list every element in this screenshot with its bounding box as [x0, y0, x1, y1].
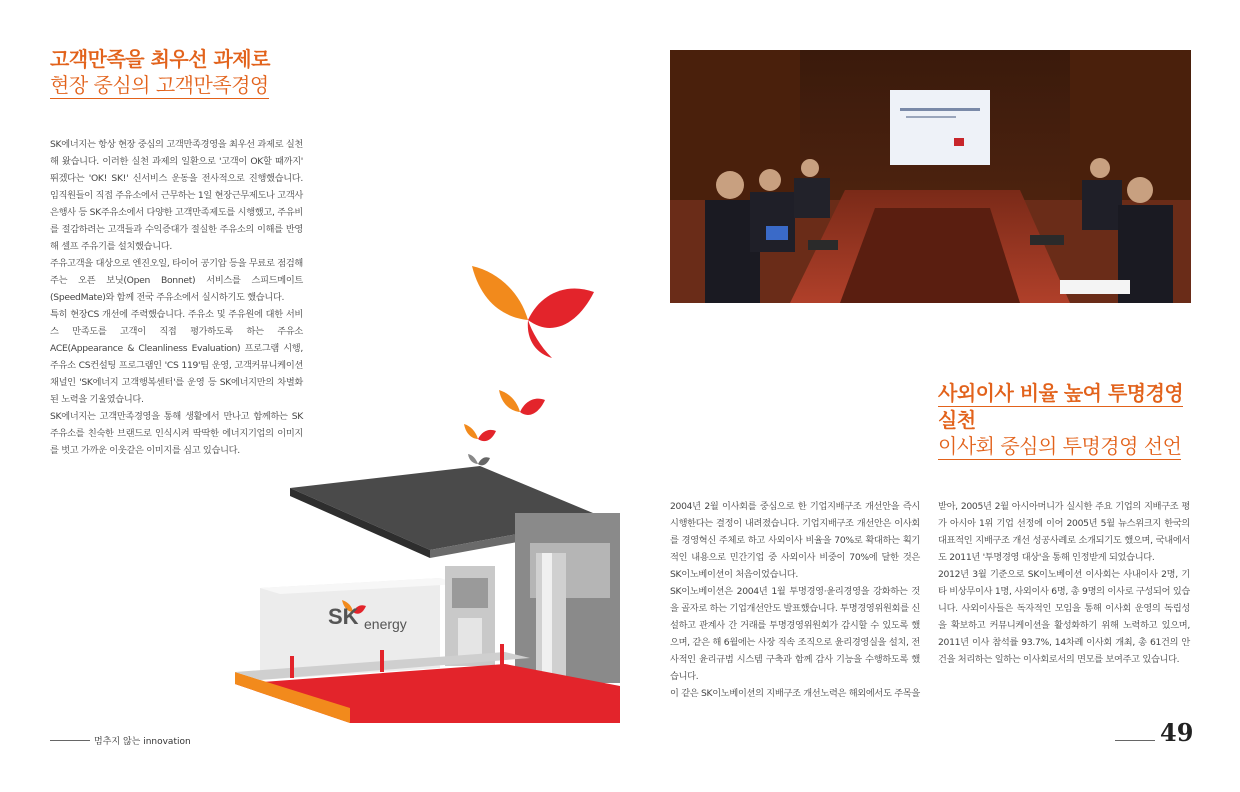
right-body-col1: [670, 498, 920, 702]
right-col1-paragraph: 2004년 2월 이사회를 중심으로 한 기업지배구조 개선안을 즉시 시행한다는 결정이 내려졌습니다. 기업지배구조 개선안은 이사회를 경영혁신 주체로 하고 사외이사 비율을 70%로 확대하는 획기적인 내용으로 민간기업 중 사외이사 비중이 70%에 달한 것은 SK이노베이션이 처음이었습니다.: [670, 501, 920, 580]
left-paragraph: 주유고객을 대상으로 엔진오일, 타이어 공기압 등을 무료로 점검해주는 오픈 보닛(Open Bonnet) 서비스를 스피드메이트(SpeedMate)와 함께 전국 주유소에서 실시하기도 했습니다.: [50, 258, 303, 303]
page-number: 49: [1160, 718, 1194, 747]
right-col1-paragraph: SK이노베이션은 2004년 1월 투명경영·윤리경영을 강화하는 것을 골자로 하는 기업개선안도 발표했습니다. 투명경영위원회를 신설하고 관계사 간 거래를 투명경영위원회가 감시할 수 있도록 했으며, 같은 해 6월에는 사장 직속 조직으로 윤리경영실을 설치, 전사적인 윤리규범 시스템 구축과 함께 감사 기능을 수행하도록 했습니다.: [670, 586, 920, 682]
footer-rule-right: [1115, 740, 1155, 741]
gas-station-illustration: [230, 458, 620, 723]
right-heading-line1: 사외이사 비율 높여 투명경영: [938, 381, 1184, 405]
left-paragraph: SK에너지는 항상 현장 중심의 고객만족경영을 최우선 과제로 실천해 왔습니다. 이러한 실천 과제의 일환으로 '고객이 OK할 때까지' 뛰겠다는 'OK! SK!' 신서비스 운동을 전사적으로 진행했습니다. 임직원들이 직접 주유소에서 근무하는 1일 현장근무제도나 고객사은행사 등 SK주유소에서 다양한 고객만족제도를 시행했고, 주유비를 절감하려는 고객들과 수익증대가 절실한 주유소의 이해를 반영해 셀프 주유기를 설치했습니다.: [50, 139, 303, 252]
left-heading-line1: 고객만족을 최우선 과제로: [50, 47, 270, 71]
right-heading: [938, 380, 1198, 460]
left-body: [50, 136, 303, 459]
station-logo-energy: energy: [364, 616, 407, 632]
right-col2-paragraph: 2012년 3월 기준으로 SK이노베이션 이사회는 사내이사 2명, 기타 비상무이사 1명, 사외이사 6명, 총 9명의 이사로 구성되어 있습니다. 사외이사들은 독자적인 모임을 통해 이사회 운영의 독립성을 확보하고 커뮤니케이션을 활성화하기 위해 노력하고 있으며, 2011년 이사 참석률 93.7%, 14차례 이사회 개최, 총 61건의 안건을 처리하는 일하는 이사회로서의 면모를 보여주고 있습니다.: [938, 569, 1190, 665]
sk-butterfly-medium-icon: [497, 388, 547, 428]
left-heading: [50, 46, 310, 99]
left-paragraph: 특히 현장CS 개선에 주력했습니다. 주유소 및 주유원에 대한 서비스 만족도를 고객이 직접 평가하도록 하는 주유소 ACE(Appearance & Cleanliness Evaluation) 프로그램 시행, 주유소 CS컨설팅 프로그램인 'CS 119'팀 운영, 고객커뮤니케이션채널인 'SK에너지 고객행복센터'를 운영 등 SK에너지만의 차별화된 노력을 기울였습니다.: [50, 309, 303, 405]
sk-butterfly-large-icon: [468, 262, 596, 362]
boardroom-photo-graphic: [670, 50, 1191, 303]
right-heading-line2: 실천: [938, 408, 976, 432]
right-heading-line3: 이사회 중심의 투명경영 선언: [938, 434, 1182, 458]
right-col1-paragraph: 이 같은 SK이노베이션의 지배구조 개선노력은 해외에서도 주목을: [670, 688, 920, 699]
right-col2-paragraph: 받아, 2005년 2월 아시아머니가 실시한 주요 기업의 지배구조 평가 아시아 1위 기업 선정에 이어 2005년 5월 뉴스위크지 한국의 대표적인 지배구조 개선 성공사례로 소개되기도 했으며, 국내에서도 2011년 '투명경영 대상'을 통해 인정받게 되었습니다.: [938, 501, 1190, 563]
footer-rule-left: [50, 740, 90, 741]
footer-title: 멈추지 않는 innovation: [94, 737, 191, 747]
boardroom-photo: [670, 50, 1191, 303]
left-paragraph: SK에너지는 고객만족경영을 통해 생활에서 만나고 함께하는 SK 주유소를 친숙한 브랜드로 인식시켜 딱딱한 에너지기업의 이미지를 벗고 가까운 이웃같은 이미지를 심고 있습니다.: [50, 411, 303, 456]
left-heading-line2: 현장 중심의 고객만족경영: [50, 73, 269, 97]
gas-station-graphic: [230, 458, 620, 723]
station-logo-sk: SK: [328, 604, 359, 629]
right-body-col2: [938, 498, 1190, 668]
sk-butterfly-small-icon: [462, 422, 498, 452]
